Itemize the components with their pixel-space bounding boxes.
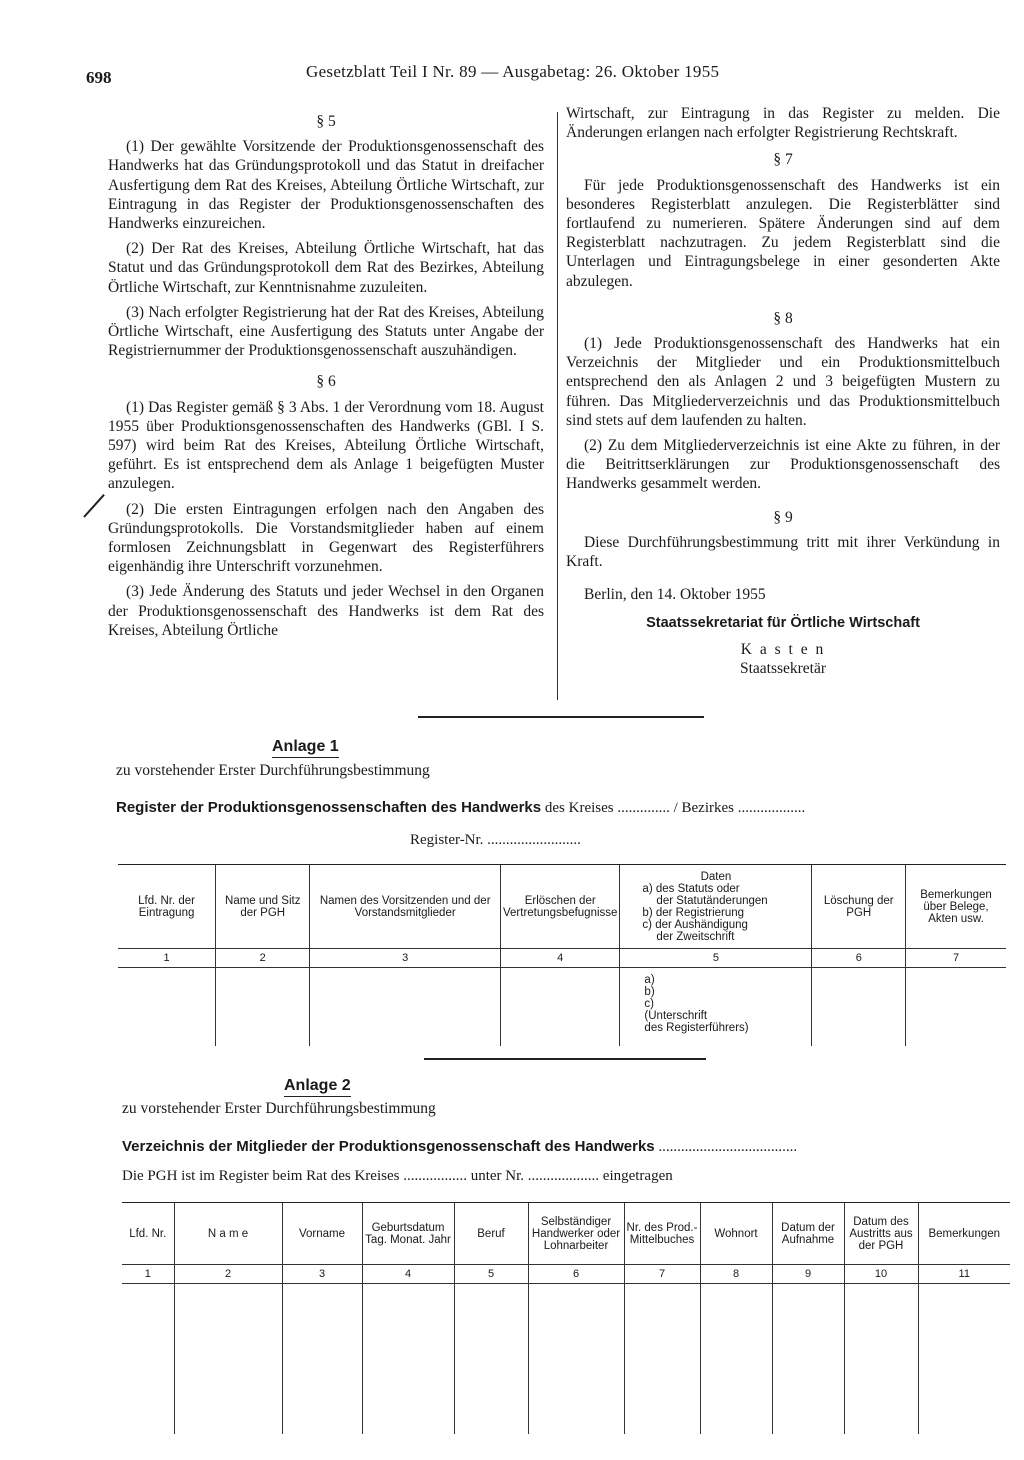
col-number: 7 xyxy=(624,1265,700,1284)
blank-cell xyxy=(906,968,1006,1046)
sig-label-1: (Unterschrift xyxy=(644,1010,708,1022)
blank-cell xyxy=(174,1284,282,1434)
blank-cell xyxy=(122,1284,174,1434)
daten-item-a2: der Statutänderungen xyxy=(656,894,768,907)
signer-title: Staatssekretär xyxy=(739,659,827,677)
handwritten-tick-mark xyxy=(83,494,105,518)
col-number: 5 xyxy=(620,949,812,968)
blank-cell xyxy=(918,1284,1010,1434)
blank-cell xyxy=(454,1284,528,1434)
section-7-heading: § 7 xyxy=(773,151,793,169)
col-header-daten xyxy=(620,865,812,949)
col-header-erloeschen: Erlöschen der Vertretungsbefugnisse xyxy=(500,865,619,949)
anlage-2-register-title xyxy=(122,1138,797,1156)
register-title-rest: ..................................... xyxy=(654,1139,798,1155)
col-header-bemerkungen: Bemerkungen über Belege, Akten usw. xyxy=(906,865,1006,949)
pgh-registration-line: Die PGH ist im Register beim Rat des Kreises ................. unter Nr. ................... eingetragen xyxy=(122,1168,673,1184)
col-number: 8 xyxy=(700,1265,772,1284)
blank-cell xyxy=(528,1284,624,1434)
col-header-lfd-nr: Lfd. Nr. xyxy=(122,1203,174,1265)
col-number: 11 xyxy=(918,1265,1010,1284)
section-9-heading: § 9 xyxy=(773,508,793,526)
blank-cell xyxy=(772,1284,844,1434)
section-6-para-2: (2) Die ersten Eintragungen erfolgen nach den Angaben des Gründungsprotokolls. Die Vorstandsmitglieder haben auf einem formlosen Zeichnungsblatt in Gegenwart des Registerführers eigenhändig ihre Unterschrift vorzunehmen. xyxy=(108,500,544,576)
separator-rule-1 xyxy=(418,716,704,718)
left-column xyxy=(108,112,544,646)
running-head: Gesetzblatt Teil I Nr. 89 — Ausgabetag: 26. Oktober 1955 xyxy=(306,62,720,81)
daten-item-b: b) der Registrierung xyxy=(642,906,745,919)
section-5-heading: § 5 xyxy=(316,113,336,130)
daten-item-c: c) der Aushändigung xyxy=(642,918,748,931)
sig-label-2: des Registerführers) xyxy=(644,1022,749,1034)
section-6-para-1: (1) Das Register gemäß § 3 Abs. 1 der Verordnung vom 18. August 1955 über Produktionsgenossenschaften des Handwerks (GBl. I S. 597) wird beim Rat des Kreises, Abteilung Örtliche Wirtschaft, geführt. Es ist entsprechend dem als Anlage 1 beigefügten Muster anzulegen. xyxy=(108,398,544,493)
blank-cell xyxy=(812,968,906,1046)
col-number: 3 xyxy=(310,949,501,968)
blank-cell xyxy=(216,968,310,1046)
col-header-vorname: Vorname xyxy=(282,1203,362,1265)
col-header-prod-mittelbuch: Nr. des Prod.-Mittelbuches xyxy=(624,1203,700,1265)
section-8-para-1: (1) Jede Produktionsgenossenschaft des Handwerks hat ein Verzeichnis der Mitglieder und ein Produktionsmittelbuch entsprechend den als Anlagen 2 und 3 beigefügten Mustern zu führen. Das Mitgliederverzeichnis und das Produktionsmittelbuch sind stets auf dem laufenden zu halten. xyxy=(566,335,1000,429)
issuing-authority: Staatssekretariat für Örtliche Wirtschaft xyxy=(646,615,920,632)
col-header-name: N a m e xyxy=(174,1203,282,1265)
col-number: 2 xyxy=(174,1265,282,1284)
section-5-para-3: (3) Nach erfolgter Registrierung hat der Rat des Kreises, Abteilung Örtliche Wirtschaft, eine Ausfertigung des Statuts unter Angabe der Registriernummer der Produktionsgenossenschaft auszuhändigen. xyxy=(108,303,544,360)
section-6-para-3: (3) Jede Änderung des Statuts und jeder Wechsel in den Organen der Produktionsgenossenschaft des Handwerks ist dem Rat des Kreises, Abteilung Örtliche xyxy=(108,583,544,639)
daten-label: Daten xyxy=(700,870,732,883)
anlage-1-subtitle: zu vorstehender Erster Durchführungsbestimmung xyxy=(116,762,430,779)
blank-cell xyxy=(844,1284,918,1434)
section-5-para-1: (1) Der gewählte Vorsitzende der Produktionsgenossenschaft des Handwerks hat das Gründungsprotokoll und das Statut in dreifacher Ausfertigung dem Rat des Kreises, Abteilung Örtliche Wirtschaft, zur Eintragung in das Register der Produktionsgenossenschaften des Handwerks einzureichen. xyxy=(108,138,544,233)
col-number: 1 xyxy=(118,949,216,968)
col-number: 10 xyxy=(844,1265,918,1284)
register-title-rest: des Kreises .............. / Bezirkes .................. xyxy=(541,800,806,816)
col-header-lfd-nr: Lfd. Nr. der Eintragung xyxy=(118,865,216,949)
daten-item-c2: der Zweitschrift xyxy=(656,930,735,943)
anlage-2-subtitle: zu vorstehender Erster Durchführungsbestimmung xyxy=(122,1100,436,1117)
section-6-para-3-continued: Wirtschaft, zur Eintragung in das Register zu melden. Die Änderungen erlangen nach erfolgter Registrierung Rechtskraft. xyxy=(566,105,1000,142)
sig-item-a: a) xyxy=(644,974,655,986)
column-divider xyxy=(557,112,558,700)
col-number: 5 xyxy=(454,1265,528,1284)
register-number-line: Register-Nr. ......................... xyxy=(410,832,581,848)
right-column xyxy=(566,104,1000,678)
blank-cell xyxy=(500,968,619,1046)
col-number: 6 xyxy=(528,1265,624,1284)
col-header-wohnort: Wohnort xyxy=(700,1203,772,1265)
section-8-para-2: (2) Zu dem Mitgliederverzeichnis ist eine Akte zu führen, in der die Beitrittserklärungen zur Produktionsgenossenschaft des Handwerks gesammelt werden. xyxy=(566,437,1000,493)
col-number: 4 xyxy=(362,1265,454,1284)
section-9-para-1: Diese Durchführungsbestimmung tritt mit ihrer Verkündung in Kraft. xyxy=(566,533,1000,571)
col-header-loeschung: Löschung der PGH xyxy=(812,865,906,949)
col-number: 3 xyxy=(282,1265,362,1284)
blank-cell xyxy=(310,968,501,1046)
section-5-para-2: (2) Der Rat des Kreises, Abteilung Örtliche Wirtschaft, hat das Statut und das Gründungsprotokoll dem Rat des Bezirkes, Abteilung Örtliche Wirtschaft, zur Kenntnisnahme zuzuleiten. xyxy=(108,240,544,296)
register-title-bold: Register der Produktionsgenossenschaften des Handwerks xyxy=(116,799,542,816)
blank-cell xyxy=(624,1284,700,1434)
blank-cell xyxy=(118,968,216,1046)
section-8-heading: § 8 xyxy=(773,309,793,327)
col-header-bemerkungen: Bemerkungen xyxy=(918,1203,1010,1265)
page-number: 698 xyxy=(86,68,112,87)
col-header-beruf: Beruf xyxy=(454,1203,528,1265)
anlage-2-title: Anlage 2 xyxy=(284,1077,351,1097)
col-header-name-sitz: Name und Sitz der PGH xyxy=(216,865,310,949)
col-number: 9 xyxy=(772,1265,844,1284)
signature-cell xyxy=(620,968,812,1046)
signer-name: K a s t e n xyxy=(740,640,826,658)
section-6-heading: § 6 xyxy=(316,373,336,391)
col-number: 7 xyxy=(906,949,1006,968)
place-and-date: Berlin, den 14. Oktober 1955 xyxy=(584,586,766,604)
blank-cell xyxy=(362,1284,454,1434)
col-header-vorsitzende: Namen des Vorsitzenden und der Vorstandsmitglieder xyxy=(310,865,501,949)
col-number: 1 xyxy=(122,1265,174,1284)
col-header-austritt: Datum des Austritts aus der PGH xyxy=(844,1203,918,1265)
col-header-aufnahme: Datum der Aufnahme xyxy=(772,1203,844,1265)
anlage-2-member-table xyxy=(122,1202,1010,1434)
col-number: 4 xyxy=(500,949,619,968)
anlage-1-title: Anlage 1 xyxy=(272,738,339,758)
blank-cell xyxy=(700,1284,772,1434)
col-header-geburtsdatum: Geburtsdatum Tag. Monat. Jahr xyxy=(362,1203,454,1265)
separator-rule-2 xyxy=(424,1058,706,1060)
anlage-1-register-title xyxy=(116,799,805,817)
col-header-selbstaendig: Selbständiger Handwerker oder Lohnarbeiter xyxy=(528,1203,624,1265)
col-number: 2 xyxy=(216,949,310,968)
section-7-para-1: Für jede Produktionsgenossenschaft des Handwerks ist ein besonderes Registerblatt anzulegen. Die Registerblätter sind fortlaufend zu numerieren. Spätere Änderungen sind auf dem Registerblatt nachzutragen. Zu jedem Registerblatt sind die Unterlagen und Eintragungsbelege in einer gesonderten Akte abzulegen. xyxy=(566,176,1000,290)
col-number: 6 xyxy=(812,949,906,968)
register-title-bold: Verzeichnis der Mitglieder der Produktionsgenossenschaft des Handwerks xyxy=(122,1138,655,1155)
daten-item-a: a) des Statuts oder xyxy=(642,882,740,895)
sig-item-c: c) xyxy=(644,998,655,1010)
sig-item-b: b) xyxy=(644,986,655,998)
blank-cell xyxy=(282,1284,362,1434)
anlage-1-register-table xyxy=(118,864,1006,1046)
